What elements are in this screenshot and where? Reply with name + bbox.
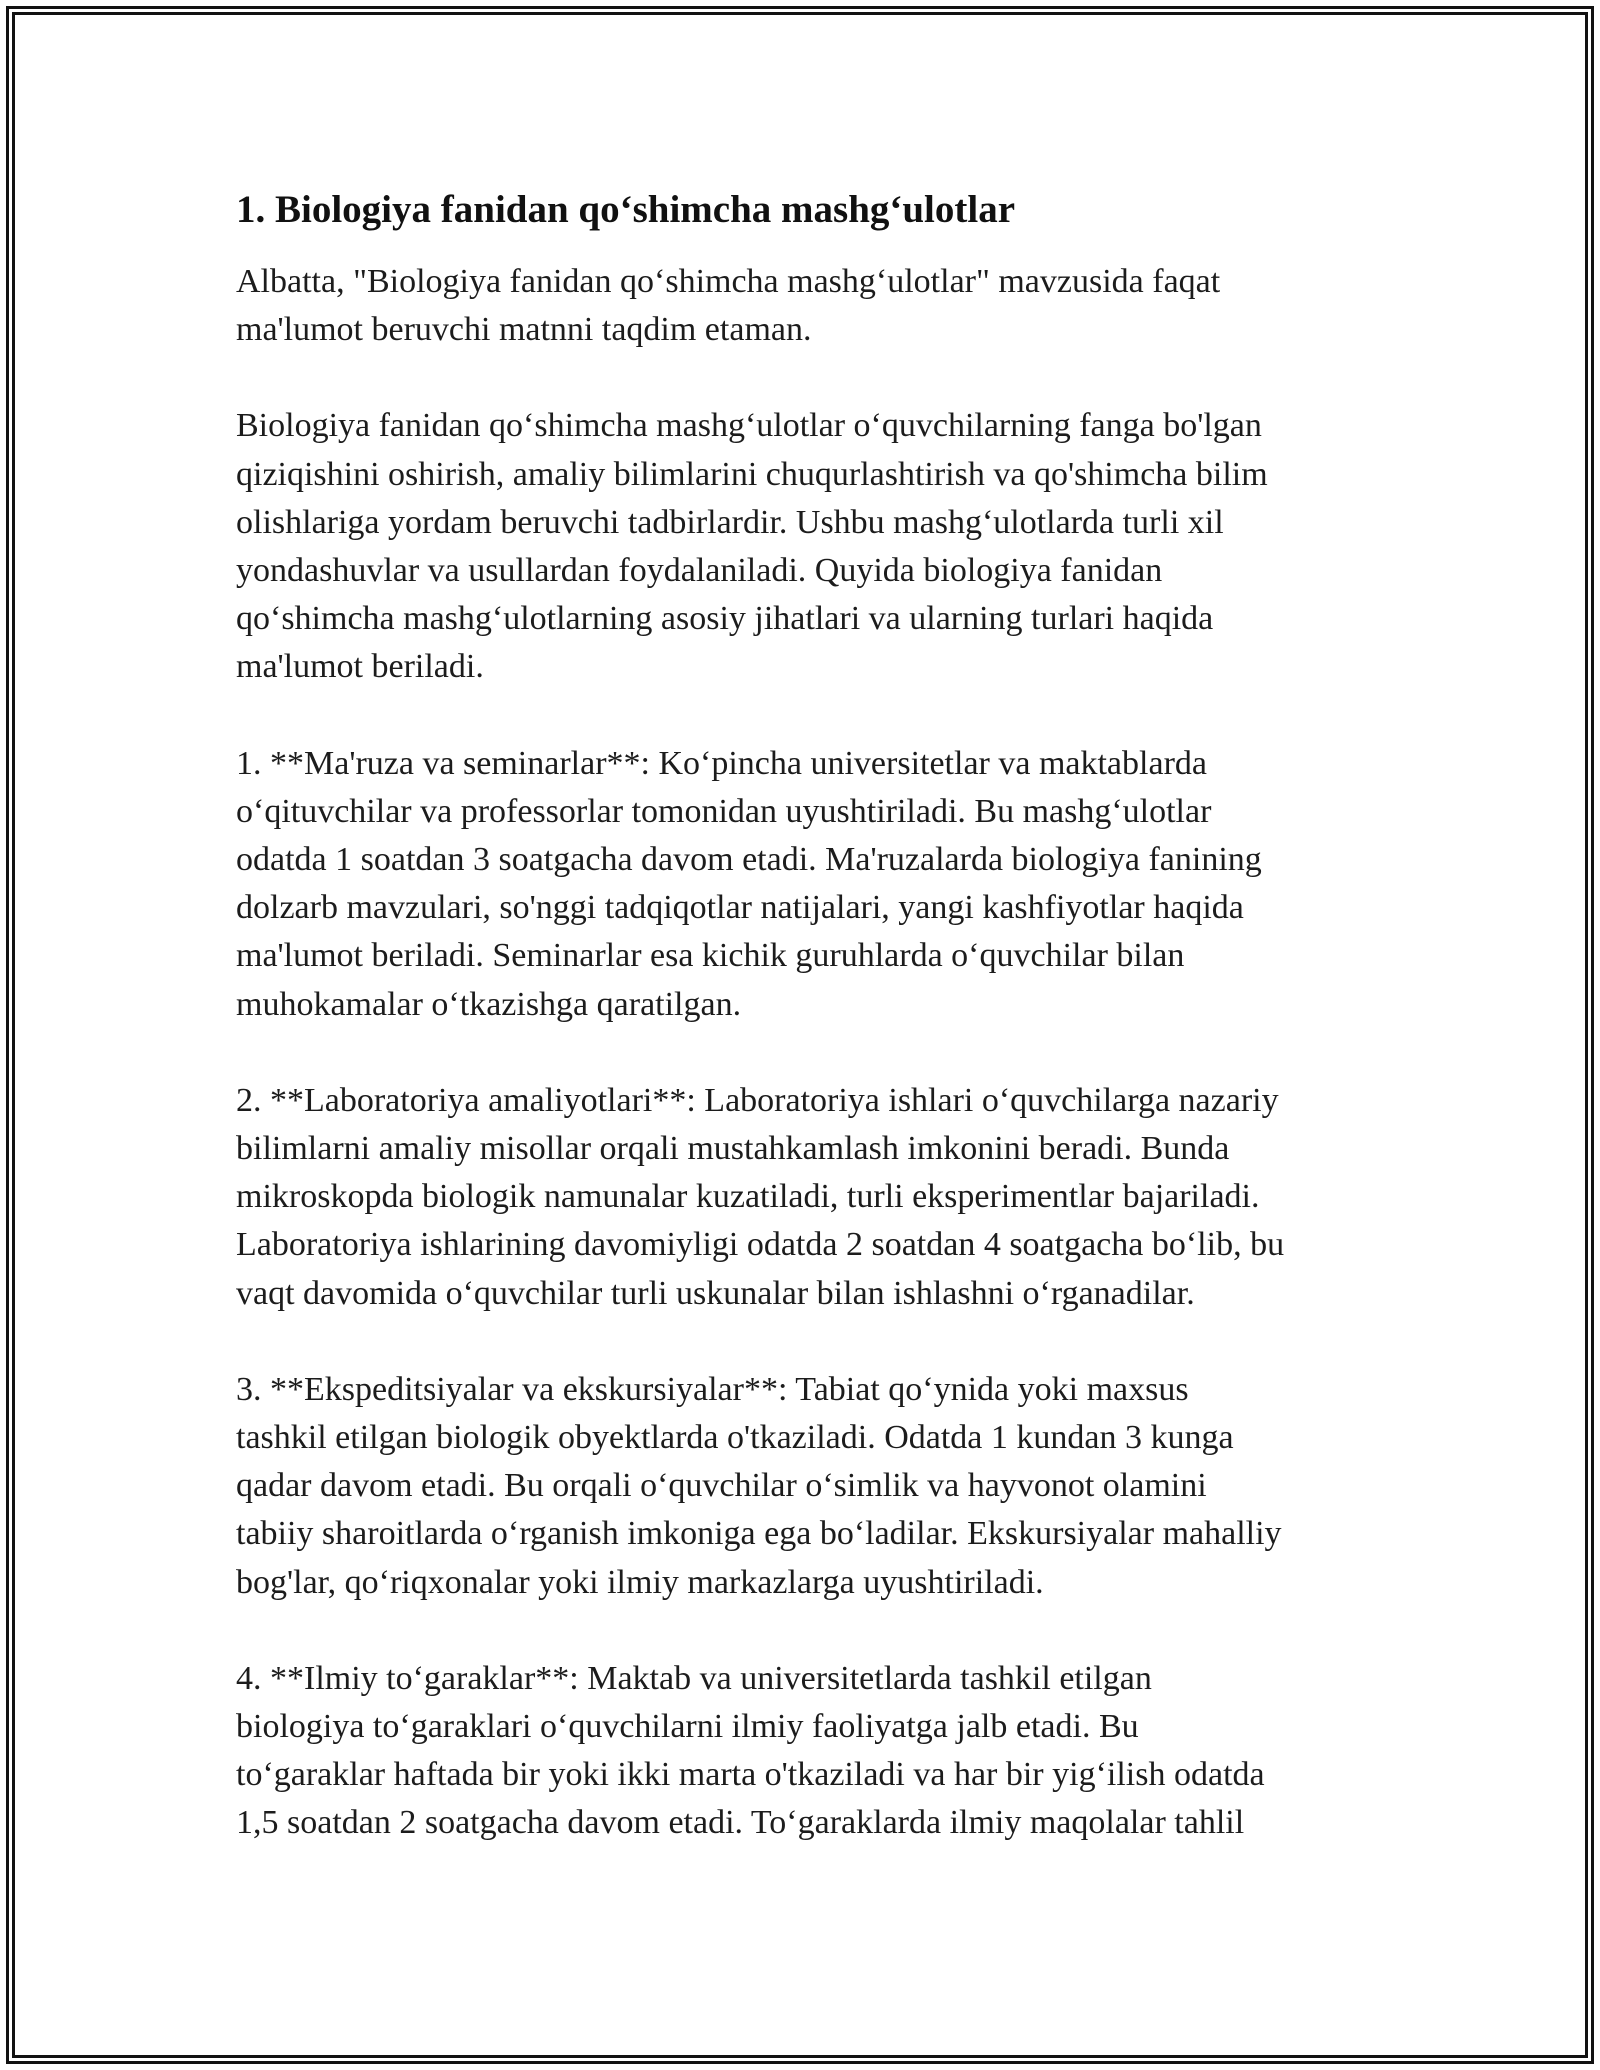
text-line: 1,5 soatdan 2 soatgacha davom etadi. To‘garaklarda ilmiy maqolalar tahlil (236, 1804, 1245, 1842)
text-line: Albatta, "Biologiya fanidan qo‘shimcha mashg‘ulotlar" mavzusida faqat (236, 263, 1221, 300)
text-line: 4. **Ilmiy to‘garaklar**: Maktab va universitetlarda tashkil etilgan (236, 1659, 1152, 1697)
list-item-science-clubs (236, 1655, 1376, 1848)
text-line: to‘garaklar haftada bir yoki ikki marta o'tkaziladi va har bir yig‘ilish odatda (236, 1756, 1265, 1794)
text-line: bog'lar, qo‘riqxonalar yoki ilmiy markazlarga uyushtiriladi. (236, 1563, 1044, 1601)
text-line: bilimlarni amaliy misollar orqali mustahkamlash imkonini beradi. Bunda (236, 1130, 1230, 1168)
list-item-laboratory (236, 1077, 1376, 1318)
intro-paragraph (236, 258, 1376, 354)
text-line: qadar davom etadi. Bu orqali o‘quvchilar o‘simlik va hayvonot olamini (236, 1467, 1207, 1505)
document-body (236, 186, 1376, 1896)
text-line: Laboratoriya ishlarining davomiyligi odatda 2 soatdan 4 soatgacha bo‘lib, bu (236, 1226, 1285, 1264)
text-line: 2. **Laboratoriya amaliyotlari**: Laboratoriya ishlari o‘quvchilarga nazariy (236, 1081, 1279, 1119)
text-line: odatda 1 soatdan 3 soatgacha davom etadi. Ma'ruzalarda biologiya fanining (236, 841, 1262, 879)
text-line: yondashuvlar va usullardan foydalaniladi. Quyida biologiya fanidan (236, 552, 1163, 590)
text-line: 3. **Ekspeditsiyalar va ekskursiyalar**: Tabiat qo‘ynida yoki maxsus (236, 1370, 1189, 1408)
text-line: olishlariga yordam beruvchi tadbirlardir. Ushbu mashg‘ulotlarda turli xil (236, 503, 1224, 541)
text-line: qiziqishini oshirish, amaliy bilimlarini chuqurlashtirish va qo'shimcha bilim (236, 455, 1268, 493)
text-line: ma'lumot beruvchi matnni taqdim etaman. (236, 311, 812, 349)
list-item-lectures (236, 740, 1376, 1029)
overview-paragraph (236, 402, 1376, 691)
text-line: mikroskopda biologik namunalar kuzatiladi, turli eksperimentlar bajariladi. (236, 1178, 1260, 1216)
document-title: 1. Biologiya fanidan qo‘shimcha mashg‘ulotlar (236, 188, 1016, 231)
list-item-expeditions (236, 1366, 1376, 1607)
text-line: 1. **Ma'ruza va seminarlar**: Ko‘pincha universitetlar va maktablarda (236, 744, 1207, 782)
text-line: ma'lumot beriladi. Seminarlar esa kichik guruhlarda o‘quvchilar bilan (236, 937, 1185, 975)
text-line: Biologiya fanidan qo‘shimcha mashg‘ulotlar o‘quvchilarning fanga bo'lgan (236, 407, 1262, 445)
text-line: tabiiy sharoitlarda o‘rganish imkoniga ega bo‘ladilar. Ekskursiyalar mahalliy (236, 1515, 1282, 1553)
text-line: vaqt davomida o‘quvchilar turli uskunalar bilan ishlashni o‘rganadilar. (236, 1274, 1195, 1312)
text-line: dolzarb mavzulari, so'nggi tadqiqotlar natijalari, yangi kashfiyotlar haqida (236, 889, 1244, 927)
text-line: o‘qituvchilar va professorlar tomonidan uyushtiriladi. Bu mashg‘ulotlar (236, 792, 1212, 830)
text-line: tashkil etilgan biologik obyektlarda o'tkaziladi. Odatda 1 kundan 3 kunga (236, 1419, 1234, 1457)
text-line: ma'lumot beriladi. (236, 648, 484, 686)
text-line: muhokamalar o‘tkazishga qaratilgan. (236, 985, 742, 1023)
text-line: biologiya to‘garaklari o‘quvchilarni ilmiy faoliyatga jalb etadi. Bu (236, 1708, 1139, 1746)
text-line: qo‘shimcha mashg‘ulotlarning asosiy jihatlari va ularning turlari haqida (236, 600, 1214, 638)
